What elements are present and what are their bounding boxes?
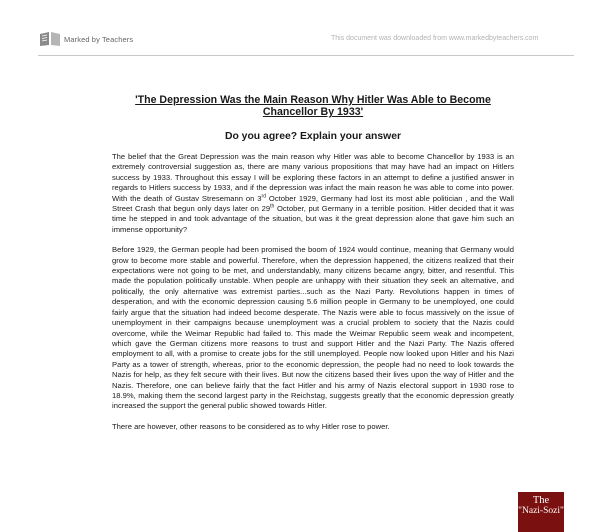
superscript: th [270, 203, 275, 210]
essay-title: 'The Depression Was the Main Reason Why Hitler Was Able to Become Chancellor By 1933' [135, 94, 491, 118]
essay-page [112, 94, 514, 442]
poster-thumbnail [518, 492, 564, 532]
paragraph-text: October, put Germany in a terrible position. Hitler decided that it was time he stepped in and took advantage of the situation, but was it the great depression alone that gave him such an immense opportunity? [112, 204, 514, 234]
header-divider [38, 55, 574, 56]
paragraph-text: The belief that the Great Depression was the main reason why Hitler was able to become Chancellor by 1933 is an extremely controversial suggestion as, there are many various propositions that may have had an impact on Hitlers success by 1933. Throughout this essay I will be exploring these factors in an attempt to define a justified answer in regards to Hitlers success by 1933, and if the depression was infact the main reason he was able to come into power. With the death of Gustav Stresemann on 3 [112, 152, 514, 203]
document-header [0, 0, 612, 60]
paragraph-other-reasons: There are however, other reasons to be considered as to why Hitler rose to power. [112, 421, 390, 431]
thumbnail-caption-line1: The [532, 495, 550, 506]
paragraph-text: October 1929, Germany had lost its most able politician , and the Wall Street Crash that begun only days later on 29 [112, 193, 514, 214]
open-book-icon [38, 30, 62, 48]
logo-text: Marked by Teachers [64, 34, 134, 44]
download-notice: This document was downloaded from www.markedbyteachers.com [331, 35, 539, 42]
essay-subtitle: Do you agree? Explain your answer [224, 131, 402, 142]
site-logo[interactable] [38, 30, 133, 48]
superscript: rd [261, 193, 267, 200]
paragraph-depression: Before 1929, the German people had been promised the boom of 1924 would continue, meaning that Germany would grow to become more stable and powerful. Therefore, when the depression happened, the citizens realized that their expectations were not going to be met, and understandably, many citizens became angry, bitter, and resentful. This made the population politically unstable. When people are unhappy with their situation they seek an alternative, and politically, the only alternative was extremist parties...such as the Nazi Party. Revolutions happen in times of desperation, and with the economic depression causing 5.6 million people in Germany to be unemployed, one could fairly argue that the situation had indeed become desperate. The Nazis were able to focus massively on the issue of unemployment in their campaigns because unemployment was a crucial problem to society that the Nazis could overcome, while the Weimar Republic had failed to. This made the Weimar Republic seem weak and incompetent, which gave the German citizens more reasons to trust and support Hitler and the Nazi Party. The Nazis offered employment to all, with a promise to create jobs for the still unemployed. People now looked upon Hitler and his Nazi Party as a tower of strength, whereas, prior to the economic depression, the people had no need to look towards the Nazis for help, as they felt secure with their lives. But now the citizens based their lives upon the way of Hitler and the Nazis. Therefore, one can believe fairly that the fact Hitler and his army of Nazis electoral support in 1930 rose to 18.9%, making them the second largest party in the Reichstag, suggests greatly that the economic depression greatly increased the support the general public showed towards Hitler. [112, 245, 514, 411]
paragraph-introduction [112, 152, 514, 235]
thumbnail-caption-line2: "Nazi-Sozi" [518, 506, 564, 516]
